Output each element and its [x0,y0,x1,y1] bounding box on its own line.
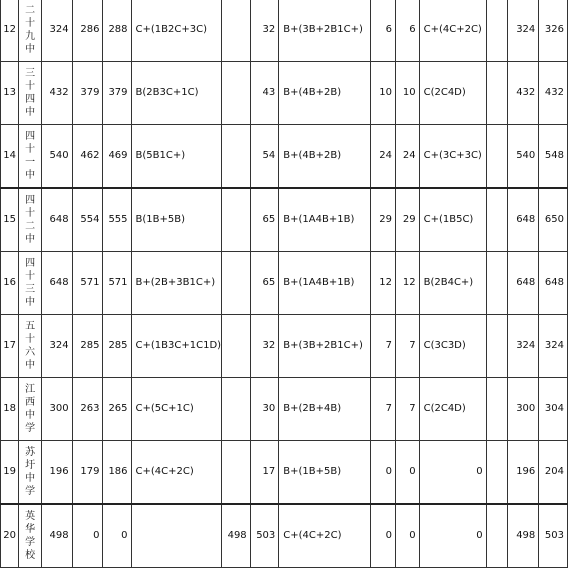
table-row [1,0,568,62]
grade-code-cell: 0 [419,504,486,568]
value-cell: 648 [508,188,539,252]
empty-cell [486,378,508,441]
value-cell: 650 [539,188,568,252]
grade-code-cell: B+(4B+2B) [279,125,371,189]
value-cell: 498 [41,504,72,568]
grade-code-cell: C+(4C+2C) [419,0,486,62]
row-index-cell: 13 [1,62,19,125]
grade-code-cell: C+(3C+3C) [419,125,486,189]
grade-code-cell: C(2C4D) [419,378,486,441]
grade-code-cell: 0 [419,441,486,505]
grade-code-cell: B+(2B+3B1C+) [131,252,222,315]
school-name-cell [19,441,41,505]
value-cell: 300 [508,378,539,441]
value-cell: 379 [72,62,103,125]
value-cell: 648 [41,252,72,315]
school-name: 英华学校 [25,511,36,561]
value-cell: 469 [103,125,131,189]
value-cell: 10 [371,62,396,125]
grade-code-cell: B+(4B+2B) [279,62,371,125]
school-name-cell [19,378,41,441]
value-cell: 0 [396,504,420,568]
value-cell: 6 [396,0,420,62]
value-cell: 285 [103,315,131,378]
value-cell: 540 [508,125,539,189]
empty-cell [486,0,508,62]
value-cell: 7 [396,315,420,378]
row-index-cell: 15 [1,188,19,252]
value-cell: 432 [508,62,539,125]
grade-code-cell: C(3C3D) [419,315,486,378]
grade-code-cell: C+(1B2C+3C) [131,0,222,62]
value-cell: 265 [103,378,131,441]
value-cell: 32 [250,0,279,62]
grade-code-cell: C(2C4D) [419,62,486,125]
grade-code-cell: B+(1A4B+1B) [279,188,371,252]
value-cell: 0 [103,504,131,568]
grade-code-cell: B(1B+5B) [131,188,222,252]
value-cell: 503 [539,504,568,568]
value-cell: 30 [250,378,279,441]
empty-cell [486,188,508,252]
row-index-cell: 17 [1,315,19,378]
value-cell: 648 [539,252,568,315]
school-name-cell [19,315,41,378]
row-index-cell: 16 [1,252,19,315]
grade-code-cell: C+(4C+2C) [279,504,371,568]
school-name: 江西中学 [25,384,36,434]
value-cell [222,125,251,189]
value-cell: 12 [371,252,396,315]
value-cell: 65 [250,188,279,252]
value-cell: 196 [508,441,539,505]
row-index-cell: 20 [1,504,19,568]
empty-cell [486,62,508,125]
value-cell: 7 [371,378,396,441]
empty-cell [486,441,508,505]
grade-code-cell: B+(3B+2B1C+) [279,0,371,62]
value-cell: 571 [103,252,131,315]
value-cell: 6 [371,0,396,62]
grade-code-cell: C+(4C+2C) [131,441,222,505]
table-row [1,125,568,189]
value-cell: 462 [72,125,103,189]
value-cell: 7 [396,378,420,441]
value-cell: 648 [41,188,72,252]
value-cell: 324 [41,0,72,62]
row-index-cell: 12 [1,0,19,62]
row-index-cell: 18 [1,378,19,441]
table-row [1,188,568,252]
school-name: 四十二中 [25,195,36,245]
value-cell: 17 [250,441,279,505]
value-cell: 0 [72,504,103,568]
value-cell: 0 [371,441,396,505]
value-cell: 24 [371,125,396,189]
grade-code-cell: B(5B1C+) [131,125,222,189]
school-name: 四十一中 [25,131,36,181]
value-cell: 554 [72,188,103,252]
value-cell: 186 [103,441,131,505]
empty-cell [486,504,508,568]
value-cell: 324 [539,315,568,378]
value-cell: 300 [41,378,72,441]
value-cell: 288 [103,0,131,62]
value-cell: 43 [250,62,279,125]
table-row [1,441,568,505]
value-cell: 32 [250,315,279,378]
value-cell [222,315,251,378]
grade-code-cell: C+(1B3C+1C1D) [131,315,222,378]
value-cell: 326 [539,0,568,62]
value-cell: 432 [539,62,568,125]
value-cell [222,378,251,441]
grade-code-cell: B+(1A4B+1B) [279,252,371,315]
value-cell: 204 [539,441,568,505]
value-cell: 24 [396,125,420,189]
grade-code-cell [131,504,222,568]
school-name-cell [19,125,41,189]
school-name: 二十九中 [25,5,36,55]
value-cell: 179 [72,441,103,505]
value-cell: 263 [72,378,103,441]
row-index-cell: 19 [1,441,19,505]
grade-code-cell: B+(3B+2B1C+) [279,315,371,378]
value-cell: 10 [396,62,420,125]
school-name-cell [19,0,41,62]
value-cell: 54 [250,125,279,189]
value-cell: 286 [72,0,103,62]
value-cell: 432 [41,62,72,125]
value-cell [222,0,251,62]
school-name-cell [19,62,41,125]
table-row [1,252,568,315]
value-cell: 196 [41,441,72,505]
grade-code-cell: B(2B4C+) [419,252,486,315]
value-cell: 29 [371,188,396,252]
value-cell: 503 [250,504,279,568]
school-name-cell [19,252,41,315]
grade-code-cell: B+(2B+4B) [279,378,371,441]
value-cell: 324 [508,315,539,378]
grade-code-cell: C+(1B5C) [419,188,486,252]
empty-cell [486,315,508,378]
value-cell: 571 [72,252,103,315]
value-cell: 498 [222,504,251,568]
value-cell: 0 [371,504,396,568]
value-cell: 285 [72,315,103,378]
table-row [1,315,568,378]
grade-code-cell: B+(1B+5B) [279,441,371,505]
value-cell: 540 [41,125,72,189]
value-cell: 648 [508,252,539,315]
value-cell: 0 [396,441,420,505]
empty-cell [486,252,508,315]
value-cell: 379 [103,62,131,125]
table-row [1,504,568,568]
school-name: 五十六中 [25,321,36,371]
value-cell: 12 [396,252,420,315]
school-name-cell [19,504,41,568]
table-row [1,378,568,441]
value-cell [222,62,251,125]
value-cell [222,441,251,505]
table-row [1,62,568,125]
row-index-cell: 14 [1,125,19,189]
value-cell [222,188,251,252]
value-cell: 7 [371,315,396,378]
value-cell: 548 [539,125,568,189]
grade-code-cell: C+(5C+1C) [131,378,222,441]
value-cell: 555 [103,188,131,252]
value-cell: 65 [250,252,279,315]
value-cell: 29 [396,188,420,252]
value-cell: 324 [508,0,539,62]
value-cell: 498 [508,504,539,568]
table-body [1,0,568,568]
value-cell: 304 [539,378,568,441]
school-name: 苏圩中学 [25,447,36,497]
value-cell: 324 [41,315,72,378]
value-cell [222,252,251,315]
school-name-cell [19,188,41,252]
grade-code-cell: B(2B3C+1C) [131,62,222,125]
school-name: 四十三中 [25,258,36,308]
empty-cell [486,125,508,189]
school-name: 三十四中 [25,68,36,118]
